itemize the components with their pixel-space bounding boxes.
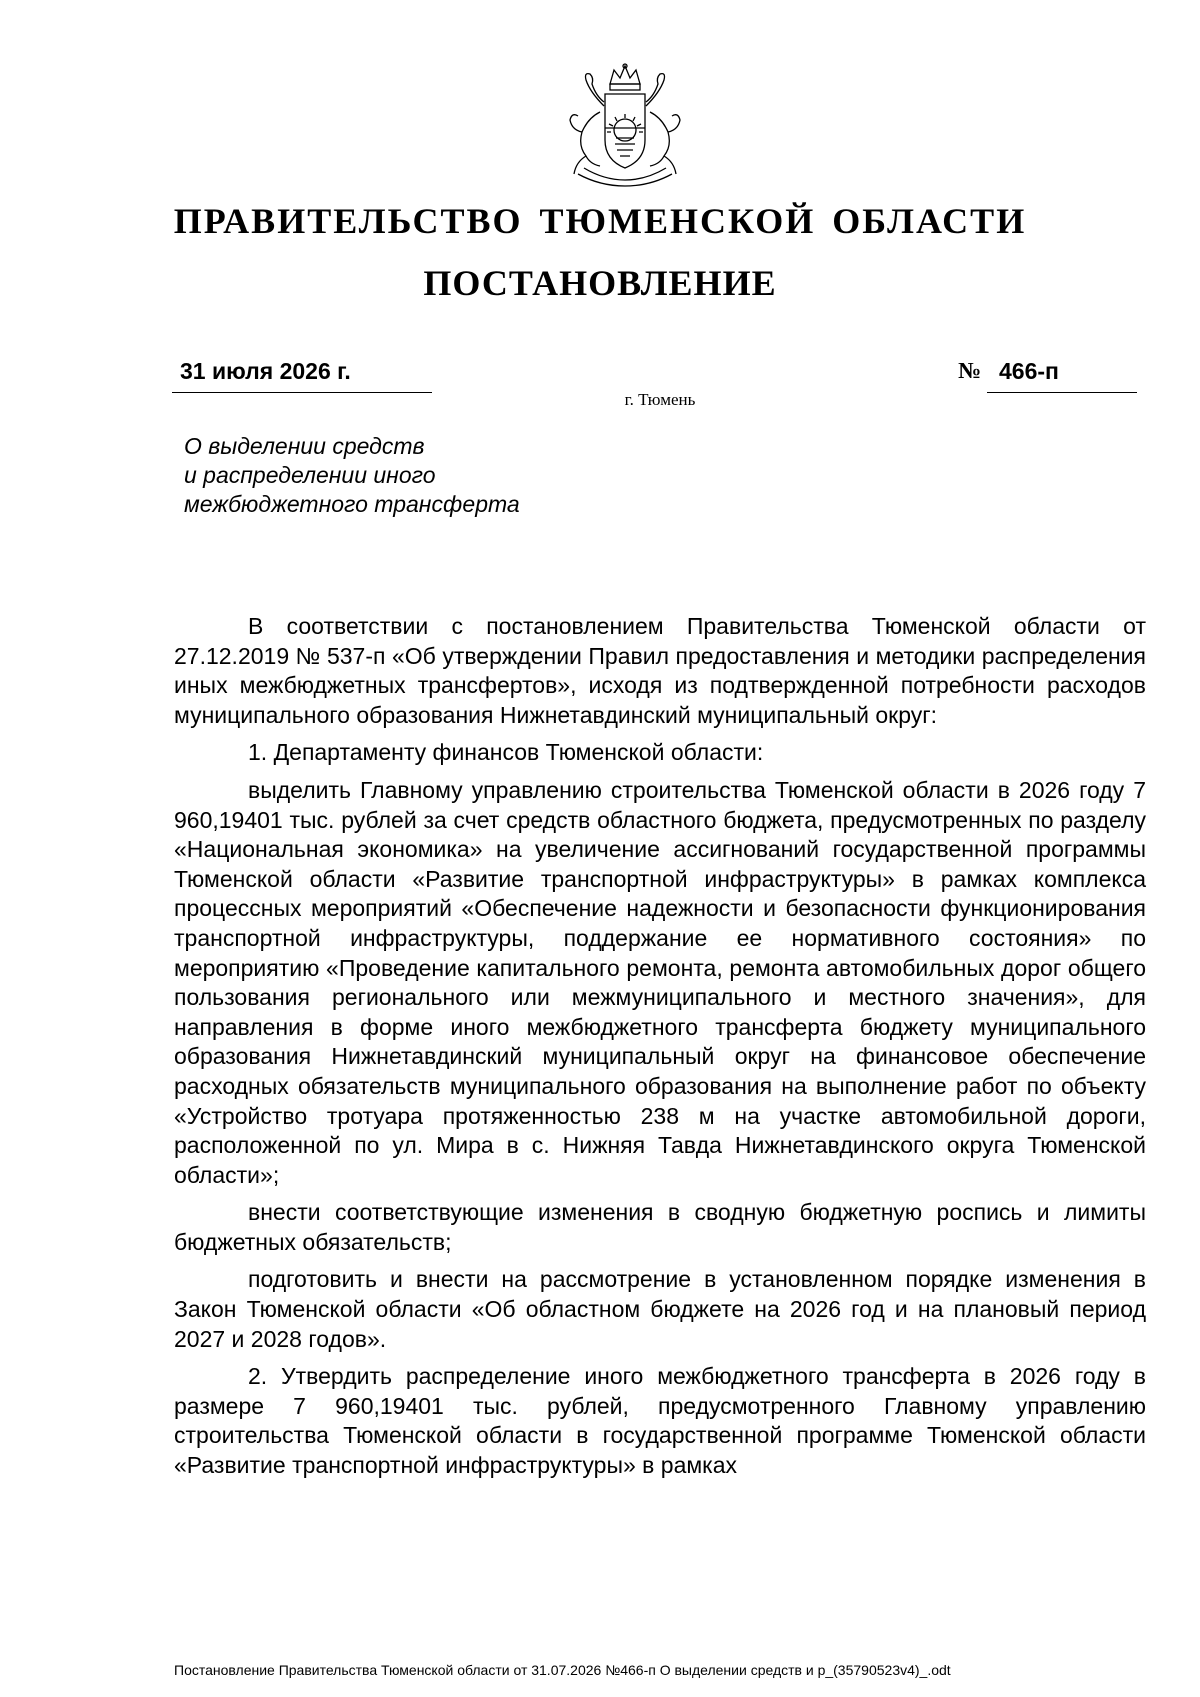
page-footer: Постановление Правительства Тюменской области от 31.07.2026 №466-п О выделении средств и р_(35790523v4)_.odt <box>174 1662 951 1678</box>
subject-line: и распределении иного <box>184 462 436 488</box>
number-sign: № <box>958 358 982 383</box>
body-paragraph: В соответствии с постановлением Правительства Тюменской области от 27.12.2019 № 537-п «Об утверждении Правил предоставления и методики распределения иных межбюджетных трансфертов», исходя из подтвержденной потребности расходов муниципального образования Нижнетавдинский муниципальный округ: <box>174 613 1146 728</box>
document-city: г. Тюмень <box>624 390 696 409</box>
body-paragraph: внести соответствующие изменения в сводную бюджетную роспись и лимиты бюджетных обязательств; <box>174 1199 1146 1255</box>
document-type: ПОСТАНОВЛЕНИЕ <box>423 263 777 303</box>
body-paragraph: подготовить и внести на рассмотрение в установленном порядке изменения в Закон Тюменской области «Об областном бюджете на 2026 год и на плановый период 2027 и 2028 годов». <box>174 1266 1146 1352</box>
document-body <box>174 612 1146 1489</box>
coat-of-arms-emblem <box>560 62 690 190</box>
subject-line: О выделении средств <box>184 433 425 459</box>
body-paragraph: 2. Утвердить распределение иного межбюджетного трансферта в 2026 году в размере 7 960,19401 тыс. рублей, предусмотренного Главному управлению строительства Тюменской области в государственной программе Тюменской области «Развитие транспортной инфраструктуры» в рамках <box>174 1363 1146 1479</box>
subject-line: межбюджетного трансферта <box>184 491 520 517</box>
document-number: 466-п <box>999 358 1059 384</box>
document-date: 31 июля 2026 г. <box>180 358 351 384</box>
document-subject <box>184 432 644 519</box>
body-paragraph: выделить Главному управлению строительства Тюменской области в 2026 году 7 960,19401 тыс. рублей за счет средств областного бюджета, предусмотренных по разделу «Национальная экономика» на увеличение ассигнований государственной программы Тюменской области «Развитие транспортной инфраструктуры» в рамках комплекса процессных мероприятий «Обеспечение надежности и безопасности функционирования транспортной инфраструктуры, поддержание ее нормативного состояния» по мероприятию «Проведение капитального ремонта, ремонта автомобильных дорог общего пользования регионального или межмуниципального и местного значения», для направления в форме иного межбюджетного трансферта бюджету муниципального образования Нижнетавдинский муниципальный округ на финансовое обеспечение расходных обязательств муниципального образования на выполнение работ по объекту «Устройство тротуара протяженностью 238 м на участке автомобильной дороги, расположенной по ул. Мира в с. Нижняя Тавда Нижнетавдинского округа Тюменской области»; <box>174 776 1146 1188</box>
body-paragraph: 1. Департаменту финансов Тюменской области: <box>248 739 764 766</box>
date-field <box>172 356 432 393</box>
government-title: ПРАВИТЕЛЬСТВО ТЮМЕНСКОЙ ОБЛАСТИ <box>173 201 1027 241</box>
number-field <box>987 356 1137 393</box>
